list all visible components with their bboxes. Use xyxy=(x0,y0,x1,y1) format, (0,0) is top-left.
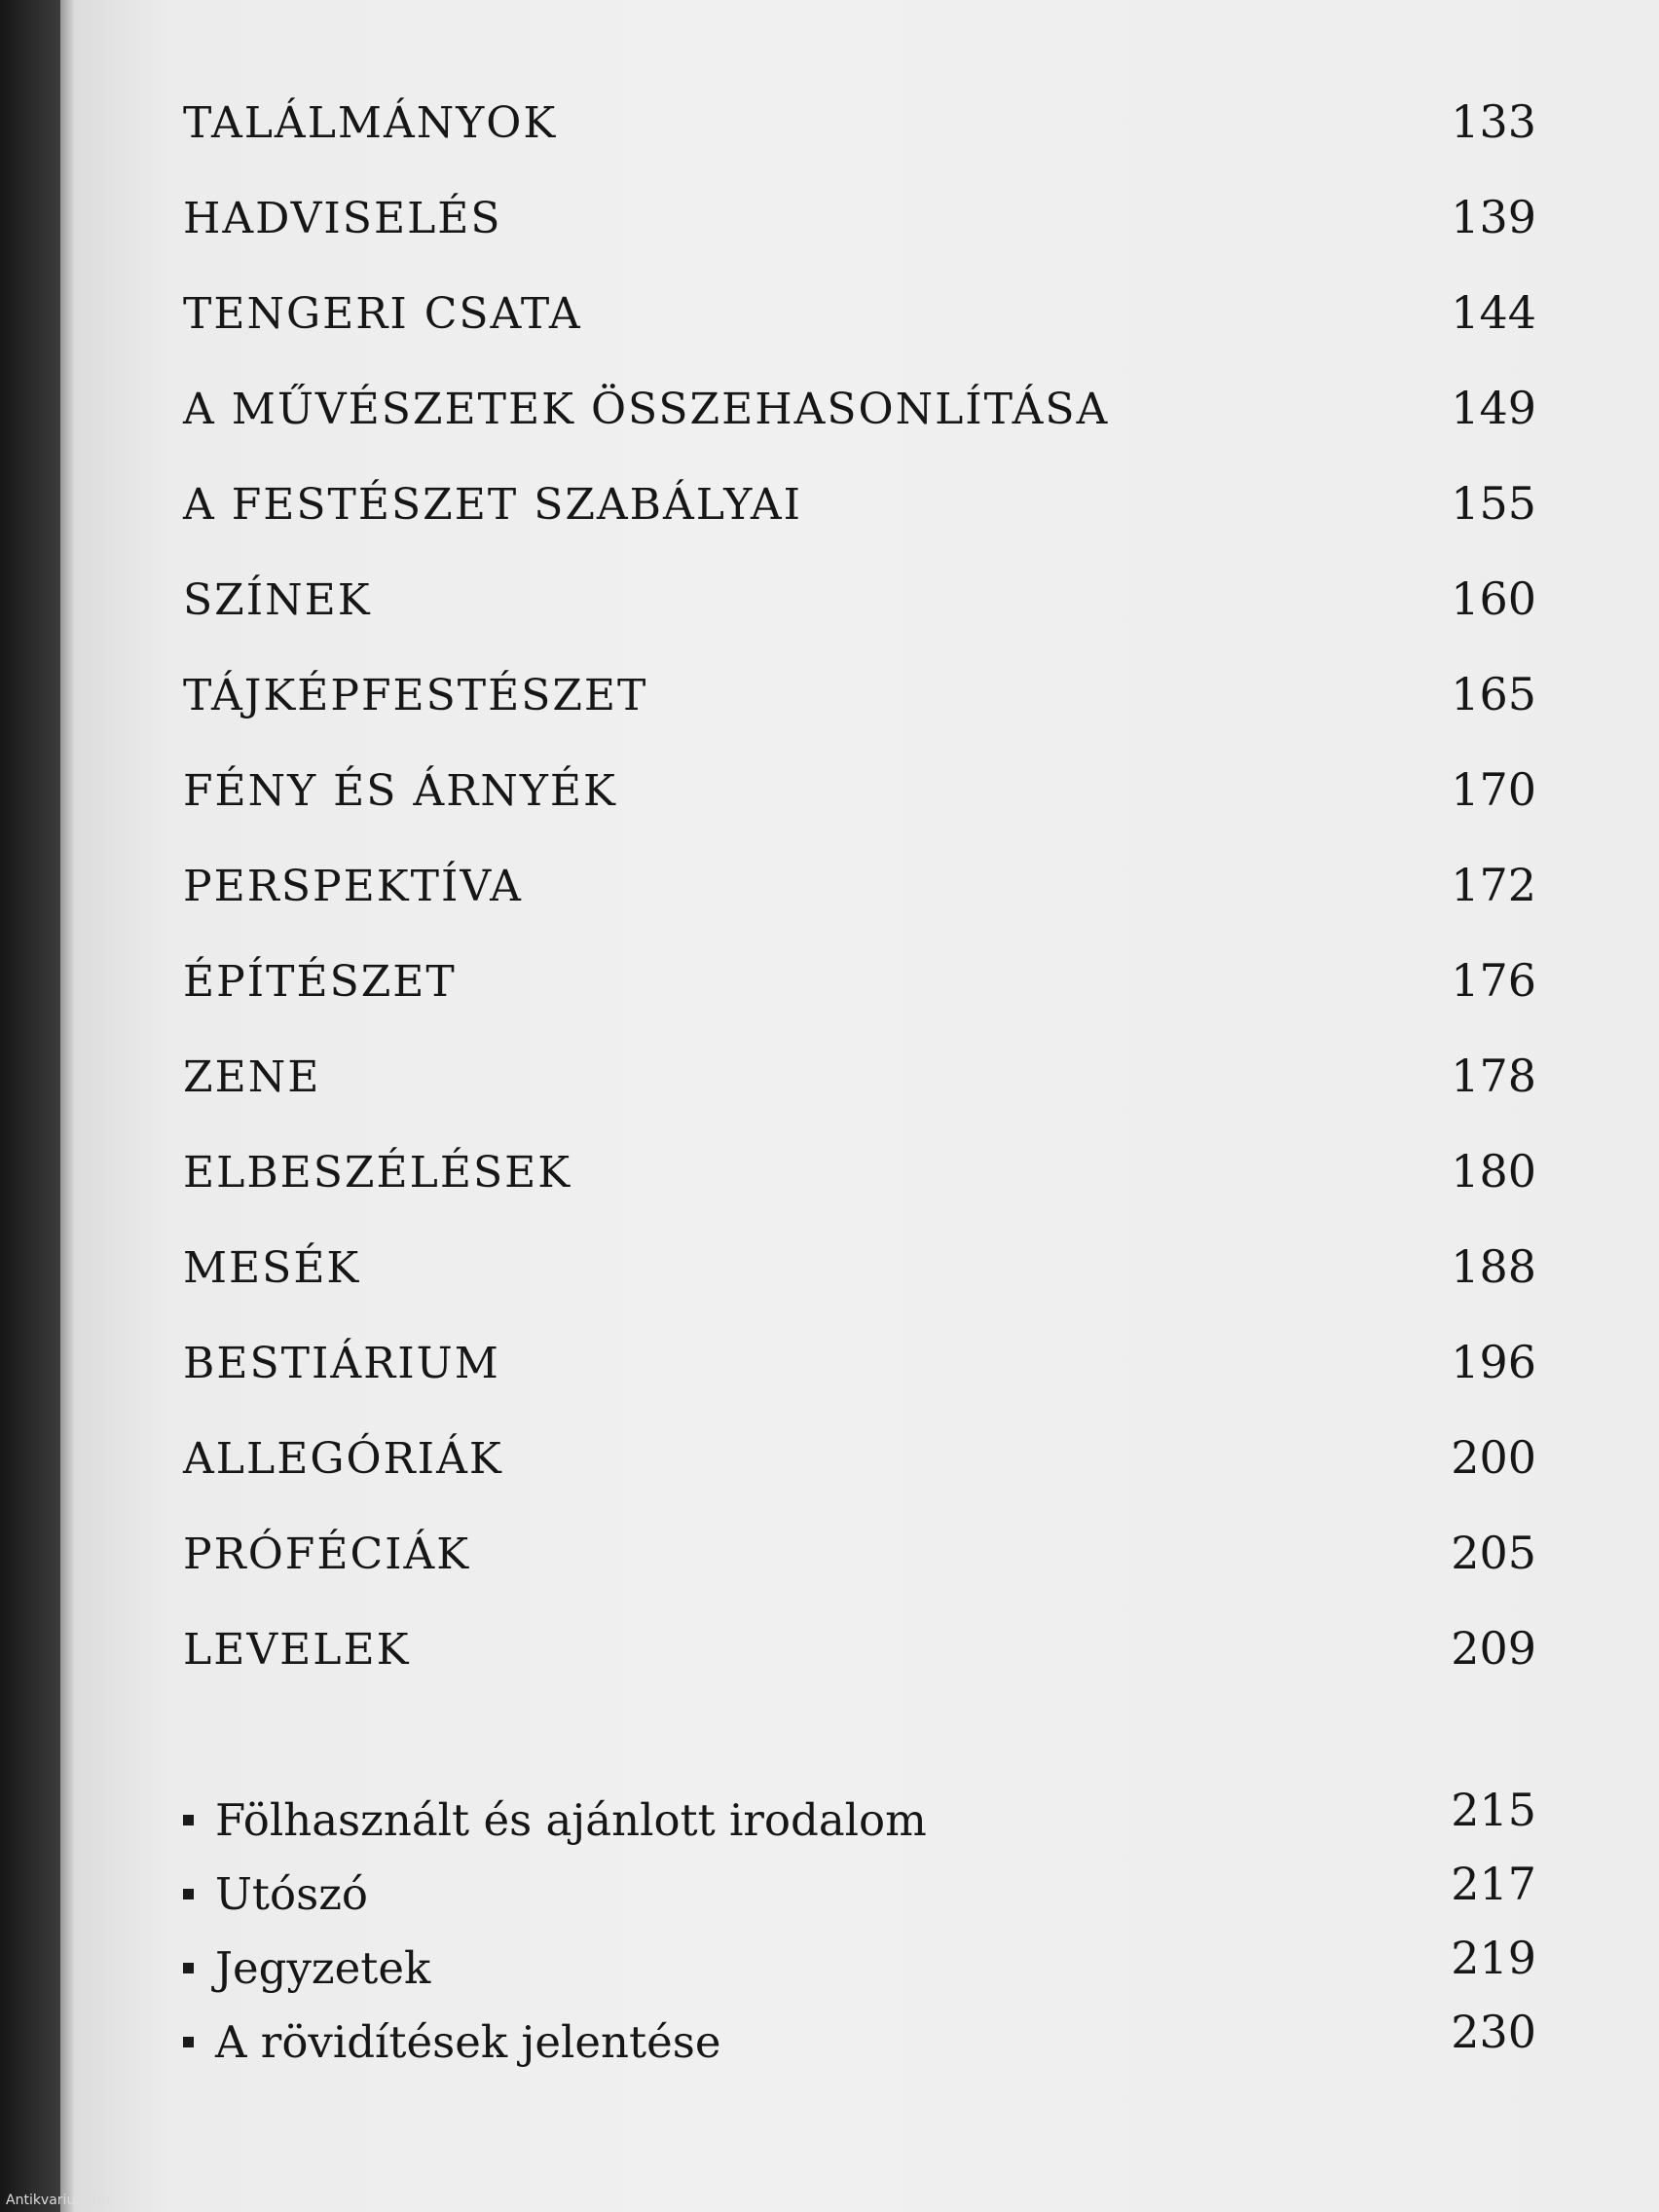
bullet-square-icon xyxy=(183,1963,194,1973)
toc-entry xyxy=(183,1622,1536,1675)
toc-entry xyxy=(183,1145,1536,1198)
toc-entry-title: HADVISELÉS xyxy=(183,194,502,243)
toc-entry xyxy=(183,286,1536,339)
appendix-entry xyxy=(183,1858,1536,1920)
toc-entry-page: 209 xyxy=(1451,1622,1536,1675)
page-edge xyxy=(60,0,74,2212)
toc-entry-page: 172 xyxy=(1451,859,1536,911)
appendix-entry-page: 219 xyxy=(1451,1932,1536,1984)
appendix-entry-title: Utószó xyxy=(215,1868,368,1920)
appendix-entry-page: 230 xyxy=(1451,2006,1536,2058)
toc-entry-title: A MŰVÉSZETEK ÖSSZEHASONLÍTÁSA xyxy=(183,385,1110,434)
toc-entry-page: 205 xyxy=(1451,1527,1536,1579)
toc-entry xyxy=(183,1240,1536,1293)
bullet-square-icon xyxy=(183,2037,194,2047)
toc-entry xyxy=(183,859,1536,911)
toc-entry-title: TALÁLMÁNYOK xyxy=(183,98,558,148)
toc-entry-title: FÉNY ÉS ÁRNYÉK xyxy=(183,766,617,816)
toc-entry-title: PERSPEKTÍVA xyxy=(183,862,523,911)
toc-entry-page: 155 xyxy=(1451,477,1536,530)
toc-entry xyxy=(183,954,1536,1007)
appendix-entry-page: 215 xyxy=(1451,1784,1536,1836)
toc-entry-title: MESÉK xyxy=(183,1243,361,1293)
appendix-entry xyxy=(183,1932,1536,1994)
toc-entry xyxy=(183,1527,1536,1579)
toc-entry-title: A FESTÉSZET SZABÁLYAI xyxy=(183,480,802,530)
toc-entry xyxy=(183,1050,1536,1102)
toc-entry xyxy=(183,95,1536,148)
appendix-entry xyxy=(183,2006,1536,2068)
toc-entry-page: 176 xyxy=(1451,954,1536,1007)
toc-entry-page: 149 xyxy=(1451,382,1536,434)
appendix-entry-page: 217 xyxy=(1451,1858,1536,1910)
toc-entry-title: TÁJKÉPFESTÉSZET xyxy=(183,671,648,720)
toc-entry-title: ALLEGÓRIÁK xyxy=(183,1434,503,1484)
toc-entry xyxy=(183,763,1536,816)
book-spine-shadow xyxy=(0,0,60,2212)
toc-entry-title: ELBESZÉLÉSEK xyxy=(183,1148,572,1198)
bullet-square-icon xyxy=(183,1815,194,1825)
toc-entry xyxy=(183,382,1536,434)
toc-entry-page: 139 xyxy=(1451,191,1536,243)
bullet-square-icon xyxy=(183,1889,194,1899)
toc-entry-title: TENGERI CSATA xyxy=(183,289,582,339)
toc-entry-title: ÉPÍTÉSZET xyxy=(183,957,457,1007)
toc-entry-title: BESTIÁRIUM xyxy=(183,1339,500,1388)
toc-entry-page: 200 xyxy=(1451,1431,1536,1484)
toc-entry-page: 165 xyxy=(1451,668,1536,720)
toc-entry-page: 133 xyxy=(1451,95,1536,148)
toc-entry xyxy=(183,1431,1536,1484)
toc-entry-title: PRÓFÉCIÁK xyxy=(183,1530,471,1579)
toc-entry-page: 178 xyxy=(1451,1050,1536,1102)
toc-entry-title: ZENE xyxy=(183,1052,321,1102)
appendix-entry-title: Fölhasznált és ajánlott irodalom xyxy=(215,1794,927,1846)
toc-entry-page: 196 xyxy=(1451,1336,1536,1388)
toc-entry-page: 170 xyxy=(1451,763,1536,816)
toc-entry-title: LEVELEK xyxy=(183,1625,411,1675)
appendix-entry xyxy=(183,1784,1536,1846)
appendix-entry-title: Jegyzetek xyxy=(215,1942,431,1994)
watermark-text: Antikvarium.hu xyxy=(6,2193,111,2208)
toc-entry xyxy=(183,1336,1536,1388)
toc-entry xyxy=(183,191,1536,243)
appendix-entry-title: A rövidítések jelentése xyxy=(215,2016,721,2068)
toc-entry-page: 180 xyxy=(1451,1145,1536,1198)
toc-entry-page: 160 xyxy=(1451,572,1536,625)
toc-entry-title: SZÍNEK xyxy=(183,575,372,625)
toc-entry xyxy=(183,477,1536,530)
toc-entry xyxy=(183,572,1536,625)
toc-entry xyxy=(183,668,1536,720)
toc-entry-page: 188 xyxy=(1451,1240,1536,1293)
toc-entry-page: 144 xyxy=(1451,286,1536,339)
